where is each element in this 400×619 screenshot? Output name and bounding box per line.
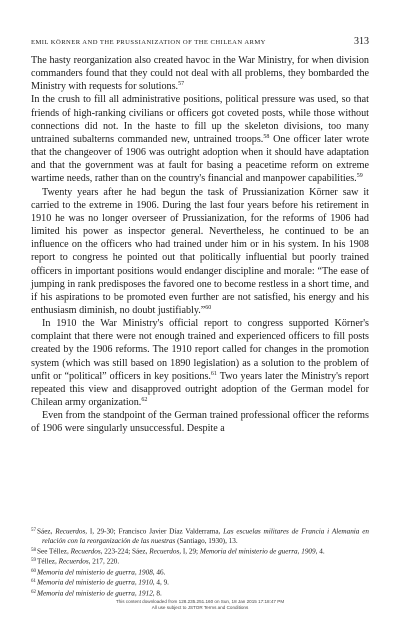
paragraph-5 (31, 409, 369, 435)
body-text (31, 54, 369, 436)
footnote-ref-62[interactable]: 62 (141, 397, 148, 404)
footnote-ref-58[interactable]: 58 (263, 133, 270, 140)
footnote-ref-60[interactable]: 60 (205, 304, 212, 311)
jstor-download-line: This content downloaded from 128.235.251.160 on Sun, 18 Jan 2015 17:18:47 PM (115, 599, 285, 604)
footnote-ref-59[interactable]: 59 (356, 173, 363, 180)
paragraph-3-text: Twenty years after he had begun the task of Prussianization Körner saw it carried to the extreme in 1906. During the last four years before his retirement in 1910 he was no longer overseer of Prussianization, for the reforms of 1906 had limited his power as inspector general. Nevertheless, he continued to be an influence on the officers who had trained under him or in his system. In his 1908 report to congress he pointed out that politically influential but poorly trained officers in important positions would endanger discipline and morale: “The ease of jumping in rank predisposes the favored one to become restless in a short time, and if his aspirations to be promoted even further are not satisfied, his energy and his enthusiasm diminish, no doubt justifiably.” (31, 186, 369, 316)
paragraph-1-text: The hasty reorganization also created havoc in the War Ministry, for when division commanders found that they could not deal with all problems, they bombarded the Ministry with requests for solutions. (31, 55, 369, 93)
paragraph-4-text-b: Two years later the Ministry's report repeated this view and disapproved outright adoption of the German model for Chilean army organization. (31, 370, 369, 409)
footnotes (31, 526, 369, 599)
footnote-ref-61[interactable]: 61 (210, 370, 217, 377)
footnote-62: $^{62}$Memoria del ministerio de guerra, 1912, 8. (31, 589, 162, 598)
footnote-60: $^{60}$Memoria del ministerio de guerra, 1908, 46. (31, 568, 166, 577)
paragraph-4 (31, 317, 369, 409)
footnote-59: $^{59}$Téllez, Recuerdos, 217, 220. (31, 557, 120, 566)
footnote-61: $^{61}$Memoria del ministerio de guerra, 1910, 4, 9. (31, 578, 169, 587)
paragraph-4-text-a: In 1910 the War Ministry's official report to congress supported Körner's complaint that there were not enough trained and experienced officers to fill posts created by the 1906 reforms. The 1910 report called for changes in the promotion system (which was still based on 1890 legislation) as a solution to the problem of unfit or “political” officers in key positions. (31, 318, 369, 382)
paragraph-2-text-a: In the crush to fill all administrative positions, political pressure was used, so that friends of high-ranking civilians or officers got coveted posts, while those without connections did not. In the haste to fill up the skeleton divisions, too many untrained subalterns commanded new, untrained troops. (31, 94, 369, 145)
running-head: EMIL KÖRNER AND THE PRUSSIANIZATION OF THE CHILEAN ARMY (31, 39, 266, 46)
paragraph-5-text: Even from the standpoint of the German trained professional officer the reforms of 1906 were singularly unsuccessful. Despite a (31, 410, 369, 435)
paragraph-1 (31, 54, 369, 93)
footnote-ref-57[interactable]: 57 (178, 81, 185, 88)
paragraph-2-text-b: One officer later wrote that the changeover of 1906 was outright adoption when it should have adaptation and that the government was at fault for basing a peacetime reform on extreme wartime needs, rather than on the country's financial and manpower capabilities. (31, 133, 370, 185)
footnote-58: $^{58}$See Téllez, Recuerdos, 223-224; Sáez, Recuerdos, I, 29; Memoria del ministerio de guerra, 1909, 4. (31, 547, 325, 556)
page-number: 313 (354, 36, 369, 47)
page-header (31, 36, 369, 50)
paragraph-3 (31, 186, 369, 318)
paragraph-2 (31, 93, 369, 185)
jstor-terms-link[interactable]: All use subject to JSTOR Terms and Conditions (151, 604, 249, 610)
footnote-57: $^{57}$Sáez, Recuerdos, I, 29-30; Francisco Javier Díaz Valderrama, Las escuelas militares de Francia i Alemania en relación con la reorganización de las nuestras (Santiago, 1930), 13. (31, 527, 369, 545)
jstor-download-notice (0, 599, 400, 610)
